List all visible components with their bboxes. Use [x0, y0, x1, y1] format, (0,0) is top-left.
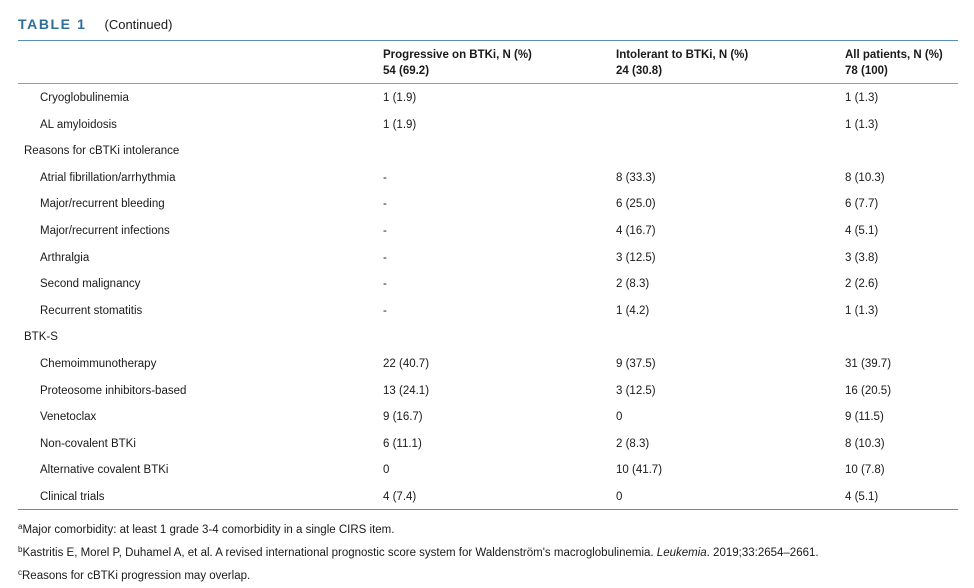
section-row — [0, 145, 974, 171]
row-label: Atrial fibrillation/arrhythmia — [40, 171, 176, 184]
table-cell: 4 (5.1) — [845, 491, 879, 503]
header-rule — [18, 83, 958, 84]
table-cell: 4 (5.1) — [845, 225, 879, 237]
table-row — [0, 305, 974, 331]
row-label: AL amyloidosis — [40, 118, 117, 131]
section-label: Reasons for cBTKi intolerance — [24, 145, 180, 158]
table-cell: 8 (33.3) — [616, 171, 656, 184]
table-row — [0, 385, 974, 411]
table-cell: 4 (16.7) — [616, 225, 656, 237]
footnote-a — [18, 517, 819, 540]
table-row — [0, 92, 974, 118]
table-cell: - — [383, 225, 387, 237]
table-row — [0, 119, 974, 145]
footnote-mark: a — [18, 522, 23, 531]
table-cell: 9 (37.5) — [616, 358, 656, 370]
table-cell: 9 (16.7) — [383, 411, 423, 424]
footnote-text: . 2019;33:2654–2661. — [706, 547, 819, 559]
table-cell: 1 (1.3) — [845, 118, 879, 131]
table-row — [0, 411, 974, 437]
row-label: Major/recurrent bleeding — [40, 198, 165, 211]
table-cell: - — [383, 171, 387, 184]
footnote-text: Kastritis E, Morel P, Duhamel A, et al. A revised international prognostic score system for Waldenström's macroglobulinemia. — [22, 547, 657, 559]
section-row — [0, 331, 974, 357]
table-cell: 3 (12.5) — [616, 251, 656, 264]
footnote-c — [18, 563, 819, 586]
table-row — [0, 438, 974, 464]
table-cell: 1 (1.9) — [383, 118, 417, 131]
table-cell: 1 (1.3) — [845, 304, 879, 317]
table-cell: 10 (7.8) — [845, 464, 885, 477]
column-header-line1: Intolerant to BTKi, N (%) — [616, 49, 749, 61]
table-cell: 1 (4.2) — [616, 304, 650, 317]
table-cell: 1 (1.3) — [845, 92, 879, 104]
table-row — [0, 225, 974, 251]
table-row — [0, 278, 974, 304]
footnote-mark: b — [18, 545, 23, 554]
footnote-text: Reasons for cBTKi progression may overlap. — [22, 570, 251, 582]
row-label: Second malignancy — [40, 278, 141, 291]
column-header-line2: 54 (69.2) — [383, 65, 430, 77]
section-label: BTK-S — [24, 331, 58, 344]
footnotes — [18, 517, 819, 586]
row-label: Venetoclax — [40, 411, 97, 424]
table-row — [0, 464, 974, 490]
row-label: Major/recurrent infections — [40, 225, 170, 237]
table-cell: 9 (11.5) — [845, 411, 884, 424]
table-cell: 8 (10.3) — [845, 437, 885, 450]
table-cell: 2 (8.3) — [616, 437, 650, 450]
column-header-progressive — [383, 47, 532, 79]
row-label: Arthralgia — [40, 251, 90, 264]
row-label: Proteosome inhibitors-based — [40, 384, 187, 397]
table-cell: 6 (25.0) — [616, 198, 656, 211]
footnote-journal: Leukemia — [656, 547, 707, 559]
table-cell: - — [383, 304, 387, 317]
footnote-text: Major comorbidity: at least 1 grade 3-4 comorbidity in a single CIRS item. — [22, 524, 395, 536]
table-continued: (Continued) — [104, 17, 173, 32]
top-rule — [18, 40, 958, 41]
table-cell: 16 (20.5) — [845, 384, 892, 397]
table-cell: 0 — [616, 411, 623, 424]
table-cell: 8 (10.3) — [845, 171, 885, 184]
table-cell: 3 (12.5) — [616, 384, 656, 397]
table-cell: 4 (7.4) — [383, 491, 417, 503]
table-cell: 22 (40.7) — [383, 358, 430, 370]
row-label: Alternative covalent BTKi — [40, 464, 169, 477]
table-cell: 6 (7.7) — [845, 198, 879, 211]
bottom-rule — [18, 509, 958, 510]
footnote-b — [18, 540, 819, 563]
row-label: Recurrent stomatitis — [40, 304, 143, 317]
column-header-line2: 78 (100) — [845, 65, 888, 77]
table-label: TABLE 1 — [18, 16, 87, 32]
table-cell: 0 — [383, 464, 390, 477]
column-header-line2: 24 (30.8) — [616, 65, 663, 77]
table-row — [0, 172, 974, 198]
table-cell: 0 — [616, 491, 623, 503]
table-cell: 6 (11.1) — [383, 437, 422, 450]
table-cell: 3 (3.8) — [845, 251, 879, 264]
table-cell: 2 (2.6) — [845, 278, 879, 291]
table-cell: 13 (24.1) — [383, 384, 430, 397]
table-cell: 31 (39.7) — [845, 358, 892, 370]
table-cell: - — [383, 278, 387, 291]
footnote-mark: c — [18, 568, 22, 577]
column-header-all — [845, 47, 943, 79]
row-label: Clinical trials — [40, 491, 105, 503]
table-cell: 1 (1.9) — [383, 92, 417, 104]
row-label: Cryoglobulinemia — [40, 92, 129, 104]
column-header-line1: All patients, N (%) — [845, 49, 943, 61]
table-cell: 2 (8.3) — [616, 278, 650, 291]
table-row — [0, 252, 974, 278]
table-row — [0, 358, 974, 384]
column-header-line1: Progressive on BTKi, N (%) — [383, 49, 532, 61]
table-row — [0, 491, 974, 517]
table-cell: - — [383, 251, 387, 264]
table-caption — [18, 16, 172, 32]
column-header-intolerant — [616, 47, 748, 79]
table-cell: 10 (41.7) — [616, 464, 663, 477]
row-label: Non-covalent BTKi — [40, 437, 136, 450]
table-row — [0, 198, 974, 224]
row-label: Chemoimmunotherapy — [40, 358, 157, 370]
table-cell: - — [383, 198, 387, 211]
